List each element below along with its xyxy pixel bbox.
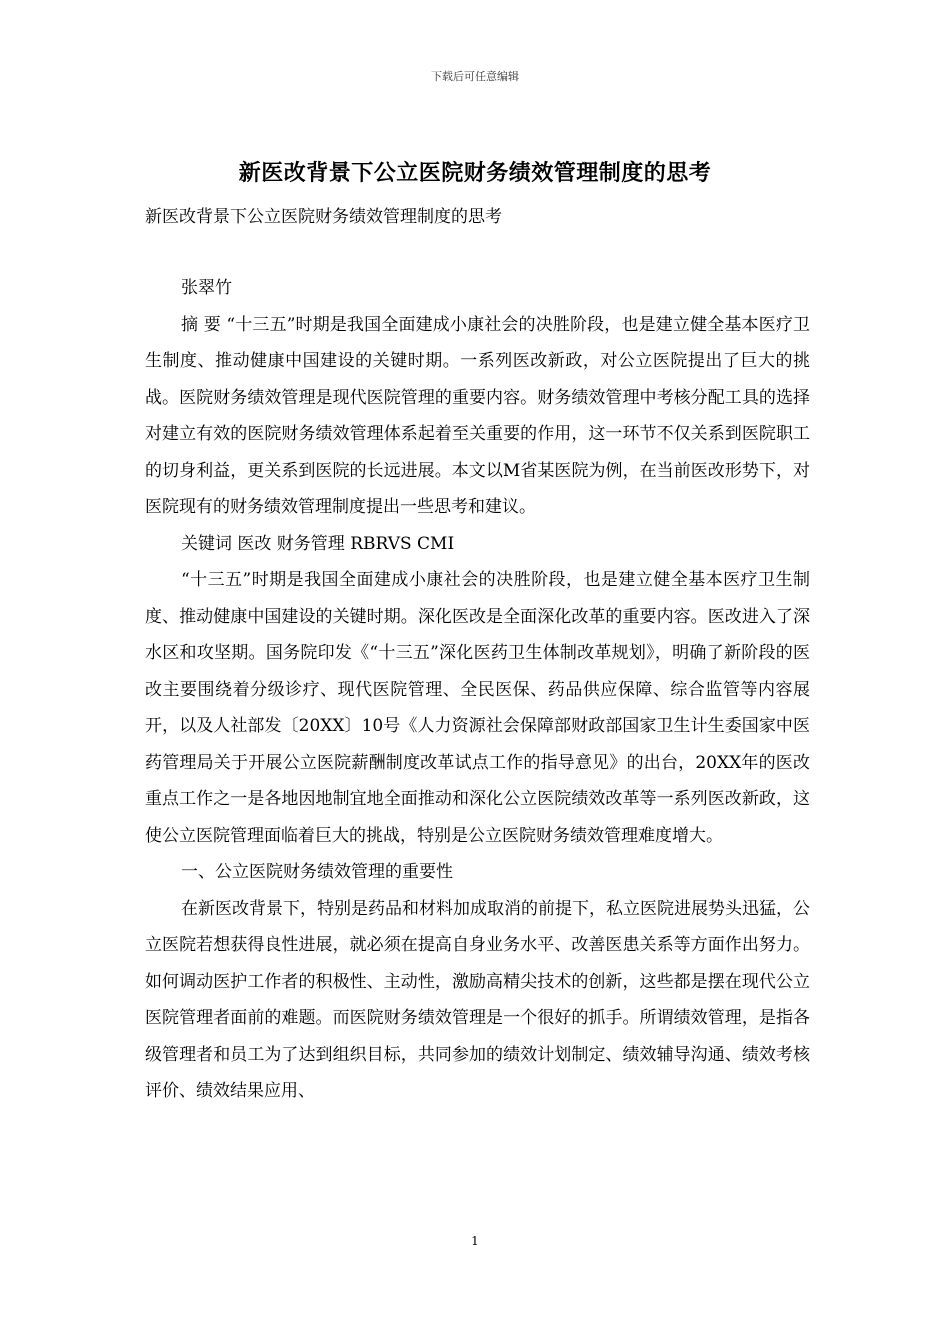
document-title: 新医改背景下公立医院财务绩效管理制度的思考	[238, 160, 712, 186]
section-heading: 一、公立医院财务绩效管理的重要性	[181, 862, 453, 882]
keywords-line: 关键词 医改 财务管理 RBRVS CMI	[181, 533, 455, 554]
document-body	[145, 270, 810, 1110]
page-number: 1	[471, 1234, 479, 1248]
body-paragraph: 在新医改背景下，特别是药品和材料加成取消的前提下，私立医院进展势头迅猛，公立医院若想获得良性进展，就必须在提高自身业务水平、改善医患关系等方面作出努力。如何调动医护工作者的积极性、主动性，激励高精尖技术的创新，这些都是摆在现代公立医院管理者面前的难题。而医院财务绩效管理是一个很好的抓手。所谓绩效管理，是指各级管理者和员工为了达到组织目标，共同参加的绩效计划制定、绩效辅导沟通、绩效考核评价、绩效结果应用、	[145, 898, 810, 1101]
document-subtitle: 新医改背景下公立医院财务绩效管理制度的思考	[145, 207, 502, 227]
header-note: 下载后可任意编辑	[431, 70, 519, 83]
abstract-paragraph: 摘 要 “十三五”时期是我国全面建成小康社会的决胜阶段，也是建立健全基本医疗卫生制度、推动健康中国建设的关键时期。一系列医改新政，对公立医院提出了巨大的挑战。医院财务绩效管理是现代医院管理的重要内容。财务绩效管理中考核分配工具的选择对建立有效的医院财务绩效管理体系起着至关重要的作用，这一环节不仅关系到医院职工的切身利益，更关系到医院的长远进展。本文以M省某医院为例，在当前医改形势下，对医院现有的财务绩效管理制度提出一些思考和建议。	[145, 314, 810, 517]
author-name: 张翠竹	[181, 278, 232, 298]
body-paragraph: “十三五”时期是我国全面建成小康社会的决胜阶段，也是建立健全基本医疗卫生制度、推动健康中国建设的关键时期。深化医改是全面深化改革的重要内容。医改进入了深水区和攻坚期。国务院印发《“十三五”深化医药卫生体制改革规划》，明确了新阶段的医改主要围绕着分级诊疗、现代医院管理、全民医保、药品供应保障、综合监管等内容展开，以及人社部发〔20XX〕10号《人力资源社会保障部财政部国家卫生计生委国家中医药管理局关于开展公立医院薪酬制度改革试点工作的指导意见》的出台，20XX年的医改重点工作之一是各地因地制宜地全面推动和深化公立医院绩效改革等一系列医改新政，这使公立医院管理面临着巨大的挑战，特别是公立医院财务绩效管理难度增大。	[145, 570, 810, 846]
